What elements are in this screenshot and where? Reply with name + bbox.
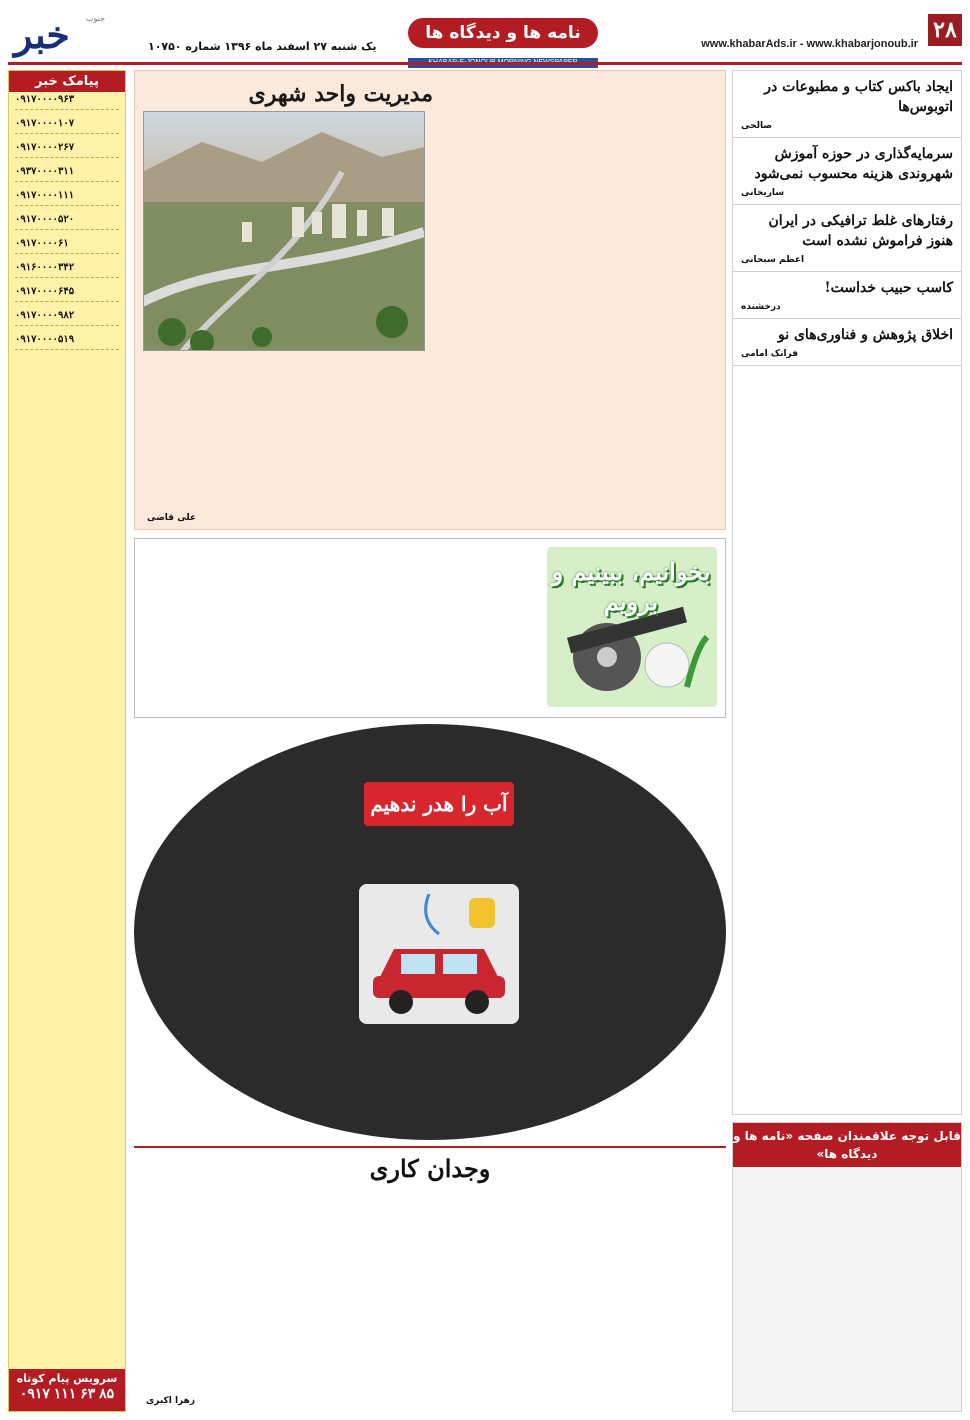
read-see-go-illustration	[547, 547, 717, 707]
notice-body	[733, 1167, 961, 1179]
city-photo	[143, 111, 425, 351]
text-column	[259, 1189, 368, 1399]
work-conscience-author: زهرا اکبری	[146, 1396, 196, 1406]
newspaper-logo	[8, 8, 118, 60]
text-column	[142, 1189, 251, 1399]
main-article-title: مدیریت واحد شهری	[248, 81, 433, 107]
sms-column-title: پیامک خبر	[9, 71, 125, 92]
save-water-text-left	[164, 774, 344, 1094]
text-column	[376, 1189, 485, 1399]
sms-sender-number: ۰۹۱۷۰۰۰۰۱۱۱	[15, 190, 119, 206]
main-article-lower-text	[143, 359, 425, 519]
main-article-author: علی قاضی	[147, 513, 197, 523]
work-conscience-title: وجدان کاری	[369, 1154, 491, 1183]
side-article-title: اخلاق پژوهش و فناوری‌های نو	[777, 327, 953, 343]
sms-sender-number: ۰۹۱۷۰۰۰۰۱۰۷	[15, 118, 119, 134]
text-column	[143, 547, 339, 711]
side-article-author: ساریخانی	[741, 188, 785, 198]
work-conscience-text	[134, 1189, 726, 1399]
sms-sender-number: ۰۹۱۷۰۰۰۰۶۴۵	[15, 286, 119, 302]
save-water-author: رویا طاهری	[174, 1110, 227, 1120]
logo-text: خبر	[14, 12, 70, 57]
city-photo-illustration	[143, 112, 424, 351]
side-article-title: کاسب حبیب خداست!	[824, 280, 953, 296]
read-see-go-banner: بخوانیم، ببینیم و برویم	[551, 557, 711, 616]
side-article-author: صالحی	[741, 121, 773, 131]
main-article-text	[435, 119, 717, 519]
text-column	[143, 359, 281, 519]
side-article-title: سرمایه‌گذاری در حوزه آموزش شهروندی هزینه محسوب نمی‌شود	[754, 146, 953, 182]
side-article	[733, 319, 961, 366]
section-title: نامه ها و دیدگاه ها	[408, 18, 598, 48]
side-article-title: ایجاد باکس کتاب و مطبوعات در اتوبوس‌ها	[764, 79, 953, 115]
text-column	[435, 119, 525, 519]
sms-sender-number: ۰۹۳۷۰۰۰۰۳۱۱	[15, 166, 119, 182]
side-article	[733, 205, 961, 272]
sms-sender-number: ۰۹۱۷۰۰۰۰۵۱۹	[15, 334, 119, 350]
sms-sender-number: ۰۹۱۷۰۰۰۰۹۸۲	[15, 310, 119, 326]
sms-sender-number: ۰۹۱۷۰۰۰۰۲۶۷	[15, 142, 119, 158]
save-water-content	[154, 754, 706, 1114]
logo-subtext: جنوب	[86, 14, 106, 23]
readers-notice	[732, 1122, 962, 1412]
save-water-article	[134, 724, 726, 1140]
text-column	[609, 1189, 718, 1399]
car-washing-illustration	[359, 884, 519, 1024]
sms-sender-number: ۰۹۱۶۰۰۰۰۳۴۲	[15, 262, 119, 278]
issue-dateline: یک شنبه ۲۷ اسفند ماه ۱۳۹۶ شماره ۱۰۷۵۰	[148, 40, 377, 53]
read-see-go-text	[143, 547, 543, 711]
read-see-go-article	[134, 538, 726, 718]
sms-column	[8, 70, 126, 1412]
side-article	[733, 71, 961, 138]
main-article	[134, 70, 726, 530]
sms-sender-number: ۰۹۱۷۰۰۰۰۵۲۰	[15, 214, 119, 230]
text-column	[492, 1189, 601, 1399]
side-article-title: رفتارهای غلط ترافیکی در ایران هنوز فراموش نشده است	[768, 213, 953, 249]
side-article-author: فرانک امامی	[741, 349, 799, 359]
sms-service-number: ۰۹۱۷ ۱۱۱ ۶۳ ۸۵	[19, 1385, 115, 1401]
text-column	[627, 119, 717, 519]
sms-list	[9, 94, 125, 350]
work-conscience-article	[134, 1146, 726, 1412]
header-rule	[8, 62, 962, 65]
side-article-author: درخشنده	[741, 302, 781, 312]
sms-service-footer	[9, 1369, 125, 1411]
right-column	[732, 70, 962, 1115]
text-column	[347, 547, 543, 711]
site-urls: www.khabarAds.ir - www.khabarjonoub.ir	[701, 38, 918, 50]
side-article	[733, 272, 961, 319]
car-icon	[359, 884, 519, 1024]
page-header	[8, 8, 962, 64]
page-number: ۲۸	[928, 14, 962, 46]
notice-title: قابل توجه علاقمندان صفحه «نامه ها و دیدگاه ها»	[733, 1123, 961, 1167]
side-article	[733, 138, 961, 205]
text-column	[287, 359, 425, 519]
save-water-text-right	[516, 774, 696, 1094]
save-water-title: آب را هدر ندهیم	[364, 782, 514, 826]
sms-sender-number: ۰۹۱۷۰۰۰۰۶۱	[15, 238, 119, 254]
side-article-author: اعظم سبحانی	[741, 255, 805, 265]
text-column	[531, 119, 621, 519]
sms-sender-number: ۰۹۱۷۰۰۰۰۹۶۳	[15, 94, 119, 110]
sms-service-label: سرویس پیام کوتاه	[16, 1372, 118, 1385]
